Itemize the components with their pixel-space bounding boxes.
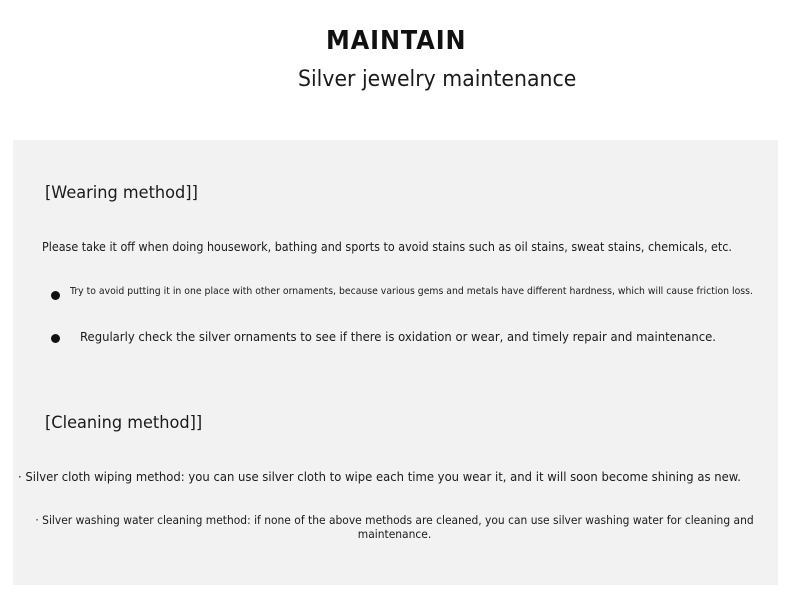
bullet-dot-icon (51, 291, 60, 300)
wearing-method-heading: [Wearing method]] (45, 183, 198, 203)
maintenance-panel (13, 140, 778, 585)
cleaning-item-text: · Silver cloth wiping method: you can use silver cloth to wipe each time you wear it, and it will soon become shining as new. (18, 469, 741, 484)
cleaning-item-text: · Silver washing water cleaning method: if none of the above methods are cleaned, you can use silver washing water for cleaning and maintenance. (35, 513, 754, 541)
wearing-bullet-text: Regularly check the silver ornaments to see if there is oxidation or wear, and timely repair and maintenance. (80, 329, 716, 344)
cleaning-method-heading: [Cleaning method]] (45, 413, 203, 433)
wearing-bullet-text: Try to avoid putting it in one place with other ornaments, because various gems and metals have different hardness, which will cause friction loss. (70, 286, 753, 297)
wearing-intro-text: Please take it off when doing housework, bathing and sports to avoid stains such as oil stains, sweat stains, chemicals, etc. (42, 240, 732, 254)
bullet-dot-icon (51, 334, 60, 343)
page-title: MAINTAIN (326, 26, 467, 56)
page-subtitle: Silver jewelry maintenance (298, 67, 577, 92)
